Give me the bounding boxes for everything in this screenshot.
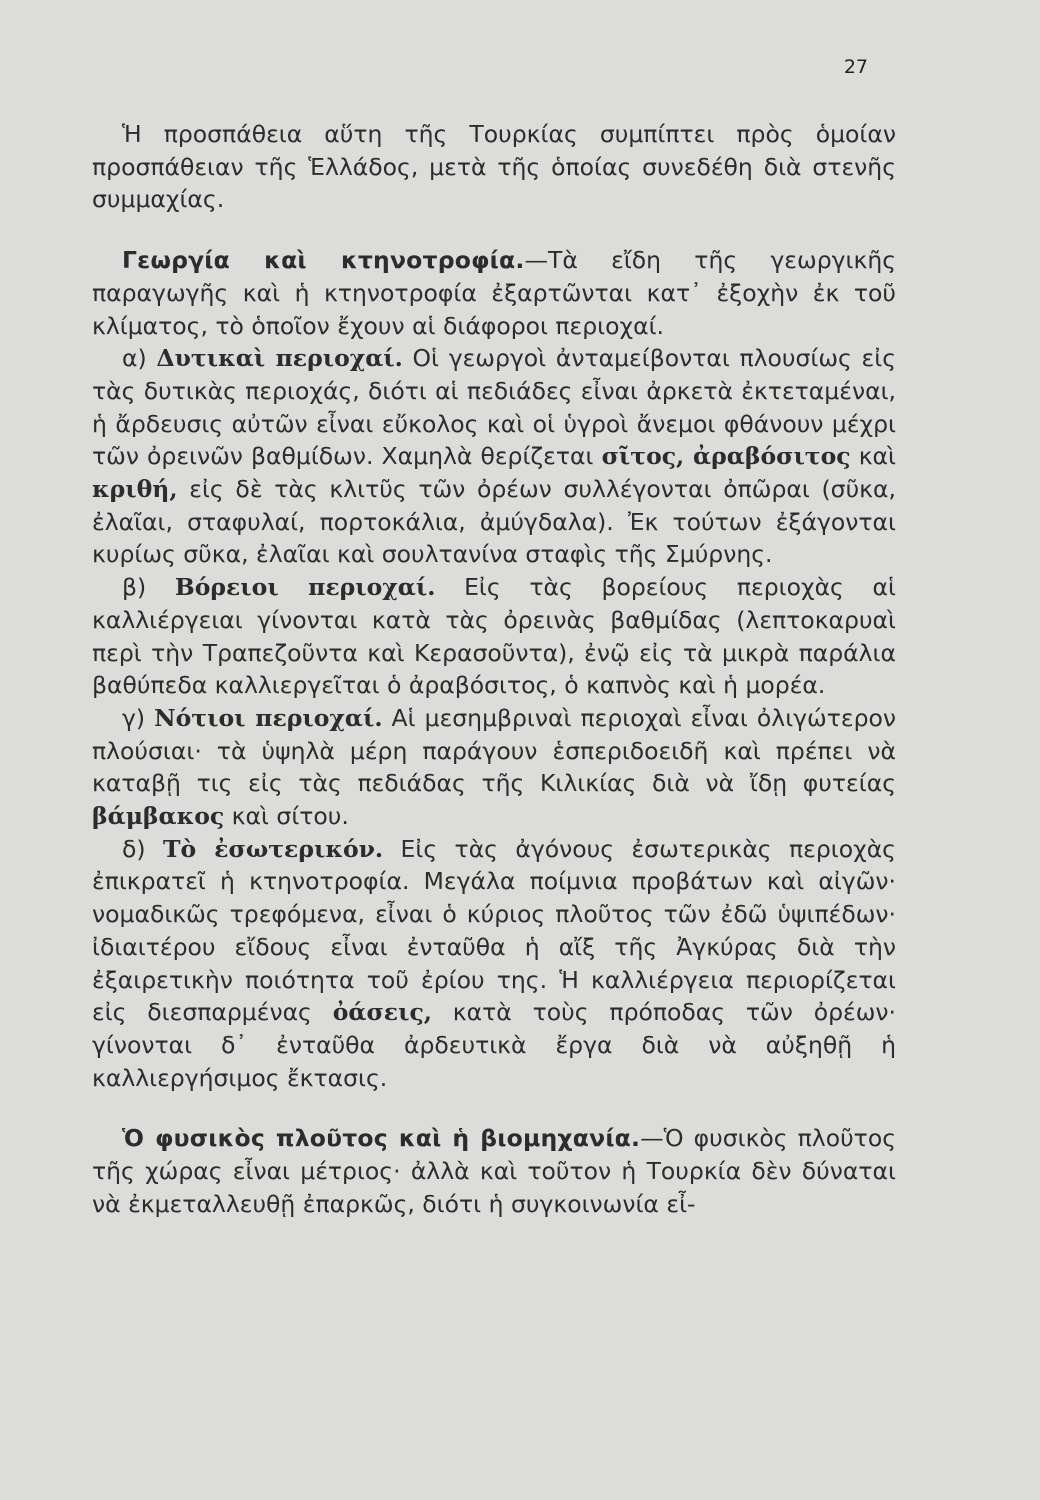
subsection-text: καὶ σίτου. — [224, 802, 349, 831]
section-resources-text: —Ὁ φυσικὸς πλοῦτος τῆς χώρας εἶναι μέτριος· ἀλλὰ καὶ τοῦτον ἡ Τουρκία δὲν δύναται νὰ ἐκμεταλλευθῇ ἐπαρκῶς, διότι ἡ συγκοινωνία εἶ- — [92, 1124, 896, 1218]
subsection-label: β) — [122, 573, 175, 602]
bold-term-barley: κριθή, — [92, 475, 178, 504]
subsection-text: Εἰς τὰς ἀγόνους ἐσωτερικὰς περιοχὰς ἐπικρατεῖ ἡ κτηνοτροφία. Μεγάλα ποίμνια προβάτων καὶ αἰγῶν· νομαδικῶς τρεφόμενα, εἶναι ὁ κύριος πλοῦτος τῶν ἐδῶ ὑψιπέδων· ἰδιαιτέρου εἴδους εἶναι ἐνταῦθα ἡ αἴξ τῆς Ἀγκύρας διὰ τὴν ἐξαιρετικὴν ποιότητα τοῦ ἐρίου της. Ἡ καλλιέργεια περιορίζεται εἰς διεσπαρμένας — [92, 834, 896, 1027]
subsection-label: δ) — [122, 834, 163, 863]
bold-term-wheat-maize: σῖτος, ἀραβόσιτος — [601, 442, 851, 471]
subsection-text: Αἱ μεσημβριναὶ περιοχαὶ εἶναι ὀλιγώτερον πλούσιαι· τὰ ὑψηλὰ μέρη παράγουν ἑσπεριδοειδῆ καὶ πρέπει νὰ καταβῇ τις εἰς τὰς πεδιάδας τῆς Κιλικίας διὰ νὰ ἴδῃ φυτείας — [92, 703, 897, 798]
page-body — [92, 118, 896, 1221]
subsection-text: Οἱ γεωργοὶ ἀνταμείβονται πλουσίως εἰς τὰς δυτικὰς περιοχάς, διότι αἱ πεδιάδες εἶναι ἀρκετὰ ἐκτεταμέναι, ἡ ἄρδευσις αὐτῶν εἶναι εὔκολος καὶ οἱ ὑγροὶ ἄνεμοι φθάνουν μέχρι τῶν ὀρεινῶν βαθμίδων. Χαμηλὰ θερίζεται — [92, 344, 896, 471]
section-resources-paragraph — [92, 1122, 896, 1220]
subsection-text: καὶ — [850, 442, 896, 471]
subsection-heading-west: Δυτικαὶ περιοχαί. — [156, 344, 403, 373]
section-agriculture-text: —Τὰ εἴδη τῆς γεωργικῆς παραγωγῆς καὶ ἡ κτηνοτροφία ἐξαρτῶνται κατ᾽ ἐξοχὴν ἐκ τοῦ κλίματος, τὸ ὁποῖον ἔχουν αἱ διάφοροι περιοχαί. — [92, 246, 897, 340]
bold-term-cotton: βάμβακος — [92, 802, 225, 831]
section-agriculture-paragraph — [92, 244, 896, 342]
subsection-west-paragraph — [92, 342, 896, 571]
subsection-heading-south: Νότιοι περιοχαί. — [154, 703, 383, 732]
intro-paragraph: Ἡ προσπάθεια αὕτη τῆς Τουρκίας συμπίπτει πρὸς ὁμοίαν προσπάθειαν τῆς Ἑλλάδος, μετὰ τῆς ὁποίας συνεδέθη διὰ στενῆς συμμαχίας. — [92, 120, 896, 214]
subsection-north-paragraph — [92, 571, 896, 702]
subsection-text: κατὰ τοὺς πρόποδας τῶν ὀρέων· γίνονται δ᾽ ἐνταῦθα ἀρδευτικὰ ἔργα διὰ νὰ αὐξηθῇ ἡ καλλιεργήσιμος ἔκτασις. — [92, 998, 896, 1092]
bold-term-oases: ὀάσεις, — [332, 998, 432, 1027]
page-number: 27 — [843, 56, 868, 78]
subsection-text: Εἰς τὰς βορείους περιοχὰς αἱ καλλιέργειαι γίνονται κατὰ τὰς ὀρεινὰς βαθμίδας (λεπτοκαρυαὶ περὶ τὴν Τραπεζοῦντα καὶ Κερασοῦντα), ἐνῷ εἰς τὰ μικρὰ παράλια βαθύπεδα καλλιεργεῖται ὁ ἀραβόσιτος, ὁ καπνὸς καὶ ἡ μορέα. — [92, 573, 896, 700]
subsection-heading-interior: Τὸ ἐσωτερικόν. — [162, 834, 384, 863]
subsection-text: εἰς δὲ τὰς κλιτῦς τῶν ὀρέων συλλέγονται ὀπῶραι (σῦκα, ἐλαῖαι, σταφυλαί, πορτοκάλια, ἀμύγδαλα). Ἐκ τούτων ἐξάγονται κυρίως σῦκα, ἐλαῖαι καὶ σουλτανίνα σταφὶς τῆς Σμύρνης. — [92, 475, 896, 569]
section-heading-resources: Ὁ φυσικὸς πλοῦτος καὶ ἡ βιομηχανία. — [122, 1124, 641, 1153]
subsection-label: γ) — [122, 703, 155, 732]
section-heading-agriculture: Γεωργία καὶ κτηνοτροφία. — [122, 246, 525, 275]
subsection-interior-paragraph — [92, 833, 896, 1095]
subsection-label: α) — [122, 344, 157, 373]
subsection-heading-north: Βόρειοι περιοχαί. — [174, 573, 436, 602]
subsection-south-paragraph — [92, 702, 896, 833]
